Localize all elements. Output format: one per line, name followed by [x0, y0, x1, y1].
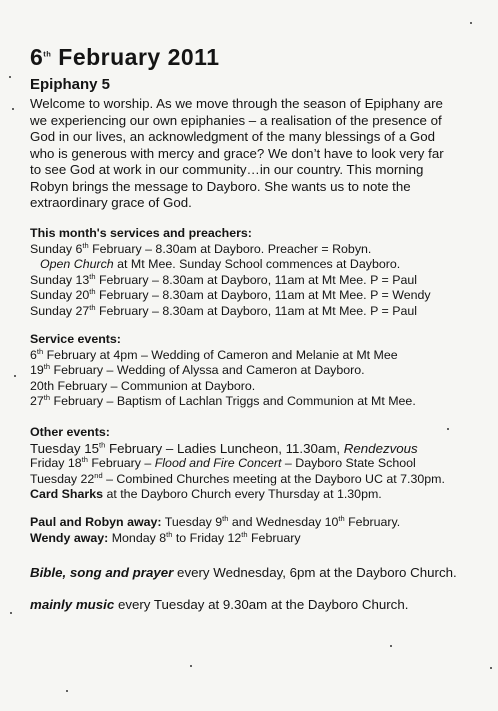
- other-event-italic: Rendezvous: [343, 440, 418, 456]
- event-text: 27: [30, 394, 44, 408]
- scan-speck: [9, 76, 11, 78]
- event-sup: th: [43, 361, 51, 371]
- intro-line: to see God at work in our community…in our country. This morning: [30, 162, 424, 177]
- service-line: [30, 242, 480, 258]
- scan-speck: [190, 665, 192, 667]
- other-event-line: [30, 487, 480, 503]
- other-event-line: [30, 472, 480, 488]
- other-event-text: Friday 18: [30, 456, 82, 470]
- service-text: Sunday 27: [30, 303, 90, 318]
- services-section: [30, 226, 480, 319]
- scan-speck: [14, 375, 16, 377]
- service-text: Sunday 20: [30, 288, 90, 302]
- away-section: [30, 515, 480, 546]
- away-bold: Wendy away:: [30, 530, 109, 545]
- away-line: [30, 515, 480, 531]
- away-sup: th: [338, 513, 345, 523]
- away-text: February: [247, 530, 301, 545]
- away-text: Tuesday 9: [161, 515, 223, 529]
- other-event-sup: th: [99, 440, 106, 450]
- intro-line: we experiencing our own epiphanies – a realisation of the presence of: [30, 112, 442, 128]
- event-sup: th: [36, 346, 44, 356]
- away-text: and Wednesday 10: [228, 515, 339, 529]
- intro-line: Welcome to worship. As we move through the season of Epiphany are: [30, 96, 443, 111]
- event-text: 20th February – Communion at Dayboro.: [30, 378, 256, 393]
- scan-speck: [390, 645, 392, 647]
- scan-speck: [12, 108, 14, 110]
- title-day-suffix: th: [43, 49, 52, 59]
- scan-speck: [66, 690, 68, 692]
- event-text: February – Wedding of Alyssa and Cameron at Dayboro.: [50, 363, 365, 377]
- event-line: [30, 379, 480, 395]
- title-month-year: February 2011: [51, 44, 220, 70]
- intro-line: extraordinary grace of God.: [30, 195, 192, 210]
- service-sup: th: [89, 271, 96, 281]
- service-events-section: [30, 332, 480, 410]
- music-text: every Tuesday at 9.30am at the Dayboro Church.: [114, 597, 409, 612]
- service-text: February – 8.30am at Dayboro, 11am at Mt Mee. P = Wendy: [95, 288, 431, 302]
- event-text: February at 4pm – Wedding of Cameron and Melanie at Mt Mee: [43, 347, 398, 362]
- mainly-music-line: [30, 597, 480, 613]
- service-text: at Mt Mee. Sunday School commences at Dayboro.: [113, 257, 401, 271]
- other-events-heading: Other events:: [30, 425, 110, 439]
- title-day: 6: [30, 44, 44, 70]
- event-text: February – Baptism of Lachlan Triggs and Communion at Mt Mee.: [50, 394, 416, 408]
- service-line: [30, 273, 480, 289]
- bible-text: every Wednesday, 6pm at the Dayboro Church.: [173, 565, 457, 580]
- other-event-italic: Flood and Fire Concert: [154, 456, 282, 470]
- away-text: to Friday 12: [172, 530, 242, 545]
- event-text: 6: [30, 347, 37, 362]
- other-event-sup: th: [81, 454, 88, 464]
- scan-speck: [470, 22, 472, 24]
- bible-study-line: [30, 565, 480, 581]
- service-sup: th: [89, 286, 96, 296]
- away-sup: th: [241, 529, 248, 539]
- intro-line: God in our lives, an acknowledgment of the many blessings of a God: [30, 129, 436, 144]
- service-text: February – 8.30am at Dayboro, 11am at Mt Mee. P = Paul: [95, 272, 418, 287]
- other-event-text: – Dayboro State School: [281, 456, 416, 470]
- service-text: Sunday 13: [30, 272, 90, 287]
- away-sup: th: [166, 529, 173, 539]
- other-event-text: – Combined Churches meeting at the Dayboro UC at 7.30pm.: [102, 471, 445, 486]
- services-heading: This month's services and preachers:: [30, 226, 252, 240]
- other-event-text: Tuesday 22: [30, 471, 95, 486]
- service-sup: th: [89, 302, 96, 312]
- scan-speck: [10, 612, 12, 614]
- event-line: [30, 348, 480, 364]
- service-line: [30, 257, 480, 273]
- away-line: [30, 531, 480, 547]
- other-event-text: February –: [87, 456, 155, 470]
- service-text: February – 8.30am at Dayboro, 11am at Mt Mee. P = Paul: [95, 303, 418, 318]
- music-bold-italic: mainly music: [30, 597, 115, 612]
- away-sup: th: [222, 513, 229, 523]
- away-bold: Paul and Robyn away:: [30, 515, 162, 529]
- other-event-sup: nd: [94, 470, 103, 480]
- service-line: [30, 304, 480, 320]
- event-line: [30, 394, 480, 410]
- scan-speck: [490, 667, 492, 669]
- service-line: [30, 288, 480, 304]
- other-event-line: [30, 456, 480, 472]
- page-title: [30, 44, 220, 71]
- page-subtitle: Epiphany 5: [30, 76, 111, 93]
- event-text: 19: [30, 363, 44, 377]
- event-line: [30, 363, 480, 379]
- other-event-bold: Card Sharks: [30, 487, 104, 501]
- service-italic: Open Church: [40, 257, 114, 271]
- service-events-heading: Service events:: [30, 332, 121, 346]
- away-text: Monday 8: [108, 530, 167, 545]
- music-line: [30, 597, 480, 613]
- event-sup: th: [43, 392, 51, 402]
- scan-speck: [447, 428, 449, 430]
- intro-paragraph: [30, 96, 480, 212]
- away-text: February.: [344, 515, 401, 529]
- other-event-text: February – Ladies Luncheon, 11.30am,: [105, 440, 344, 456]
- bible-line: [30, 565, 480, 581]
- service-sup: th: [82, 240, 89, 250]
- service-text: February – 8.30am at Dayboro. Preacher = Robyn.: [88, 241, 372, 256]
- bible-bold-italic: Bible, song and prayer: [30, 565, 174, 580]
- intro-line: who is generous with mercy and grace? We don’t have to look very far: [30, 145, 444, 161]
- other-events-section: [30, 425, 480, 503]
- intro-line: Robyn brings the message to Dayboro. She wants us to note the: [30, 178, 411, 194]
- other-event-text: at the Dayboro Church every Thursday at 1.30pm.: [103, 487, 382, 501]
- other-event-line: [30, 441, 480, 457]
- other-event-text: Tuesday 15: [30, 440, 99, 456]
- service-text: Sunday 6: [30, 241, 83, 256]
